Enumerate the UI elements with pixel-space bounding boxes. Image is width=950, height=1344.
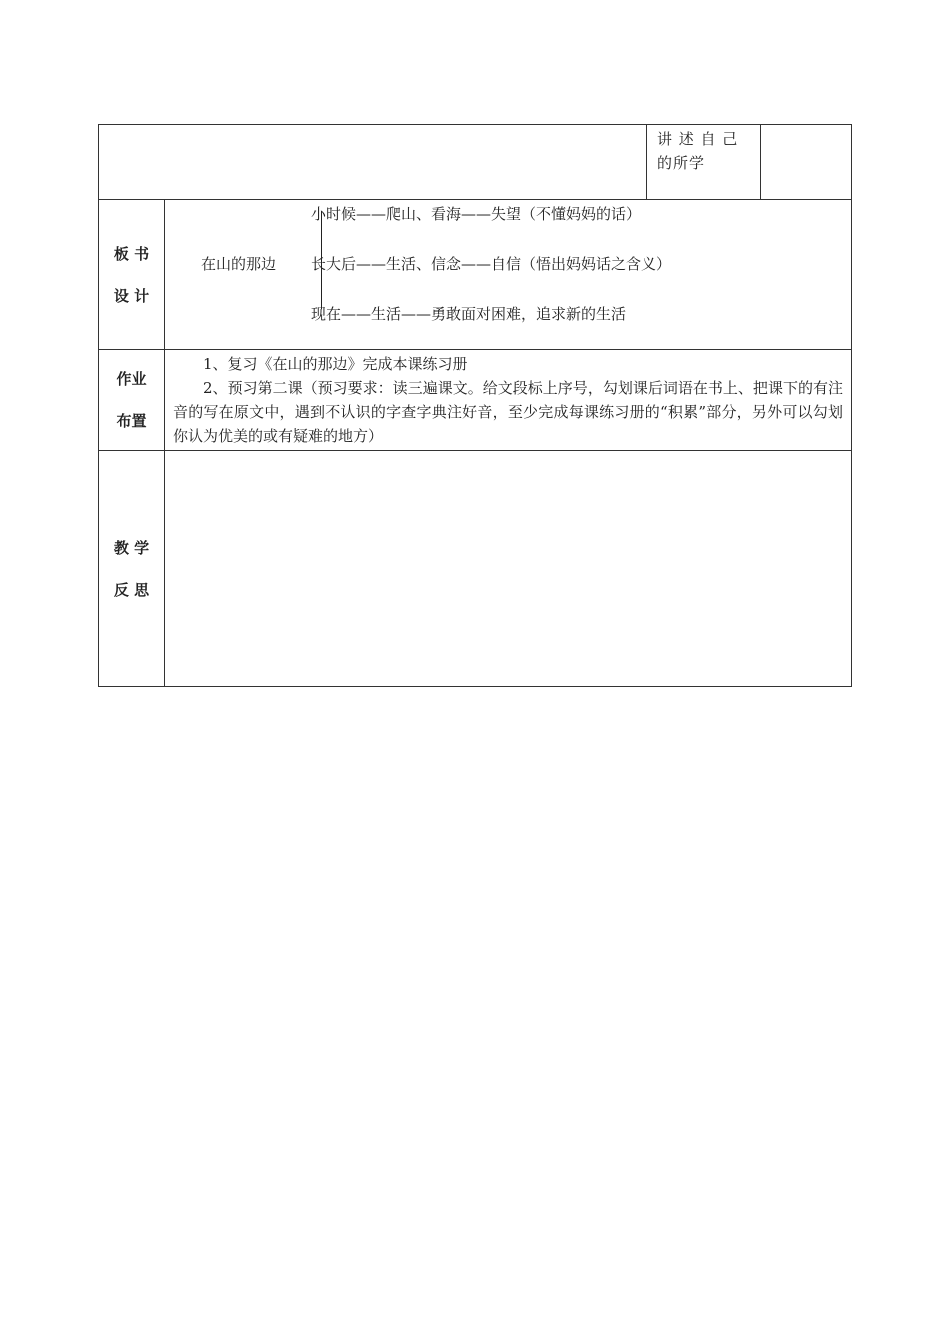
- board-line-3: 现在——生活——勇敢面对困难，追求新的生活: [311, 304, 627, 323]
- homework-item-2: 2、预习第二课（预习要求：读三遍课文。给文段标上序号，勾划课后词语在书上、把课下的有注音的写在原文中，遇到不认识的字查字典注好音，至少完成每课练习册的“积累”部分，另外可以勾划你认为优美的或有疑难的地方）: [173, 379, 843, 445]
- homework-item-1: 1、复习《在山的那边》完成本课练习册: [203, 355, 468, 373]
- top-row-empty-cell: [761, 125, 852, 200]
- reflection-label-line2: 反 思: [113, 580, 150, 599]
- board-design-diagram: [165, 201, 851, 349]
- top-row: [99, 125, 852, 200]
- lesson-plan-table: [98, 124, 852, 687]
- reflection-content: [165, 451, 852, 687]
- board-line-1: 小时候——爬山、看海——失望（不懂妈妈的话）: [311, 204, 642, 223]
- board-design-label-line1: 板 书: [113, 244, 150, 263]
- top-row-note: 讲 述 自 己的所学: [657, 130, 739, 172]
- top-row-blank-cell: [99, 125, 647, 200]
- reflection-row: [99, 451, 852, 687]
- board-line-2: 长大后——生活、信念——自信（悟出妈妈话之含义）: [311, 254, 672, 273]
- homework-label-line2: 布置: [116, 412, 147, 430]
- board-topic: 在山的那边: [201, 254, 277, 273]
- board-design-row: [99, 200, 852, 350]
- board-design-content: [165, 200, 852, 350]
- reflection-label-line1: 教 学: [113, 538, 150, 557]
- board-design-label: [99, 200, 165, 350]
- top-row-note-cell: [647, 125, 761, 200]
- homework-row: [99, 350, 852, 451]
- reflection-label: [99, 451, 165, 687]
- homework-label-line1: 作业: [116, 370, 147, 388]
- homework-content: [165, 350, 852, 451]
- board-design-label-line2: 设 计: [113, 286, 150, 305]
- homework-label: [99, 350, 165, 451]
